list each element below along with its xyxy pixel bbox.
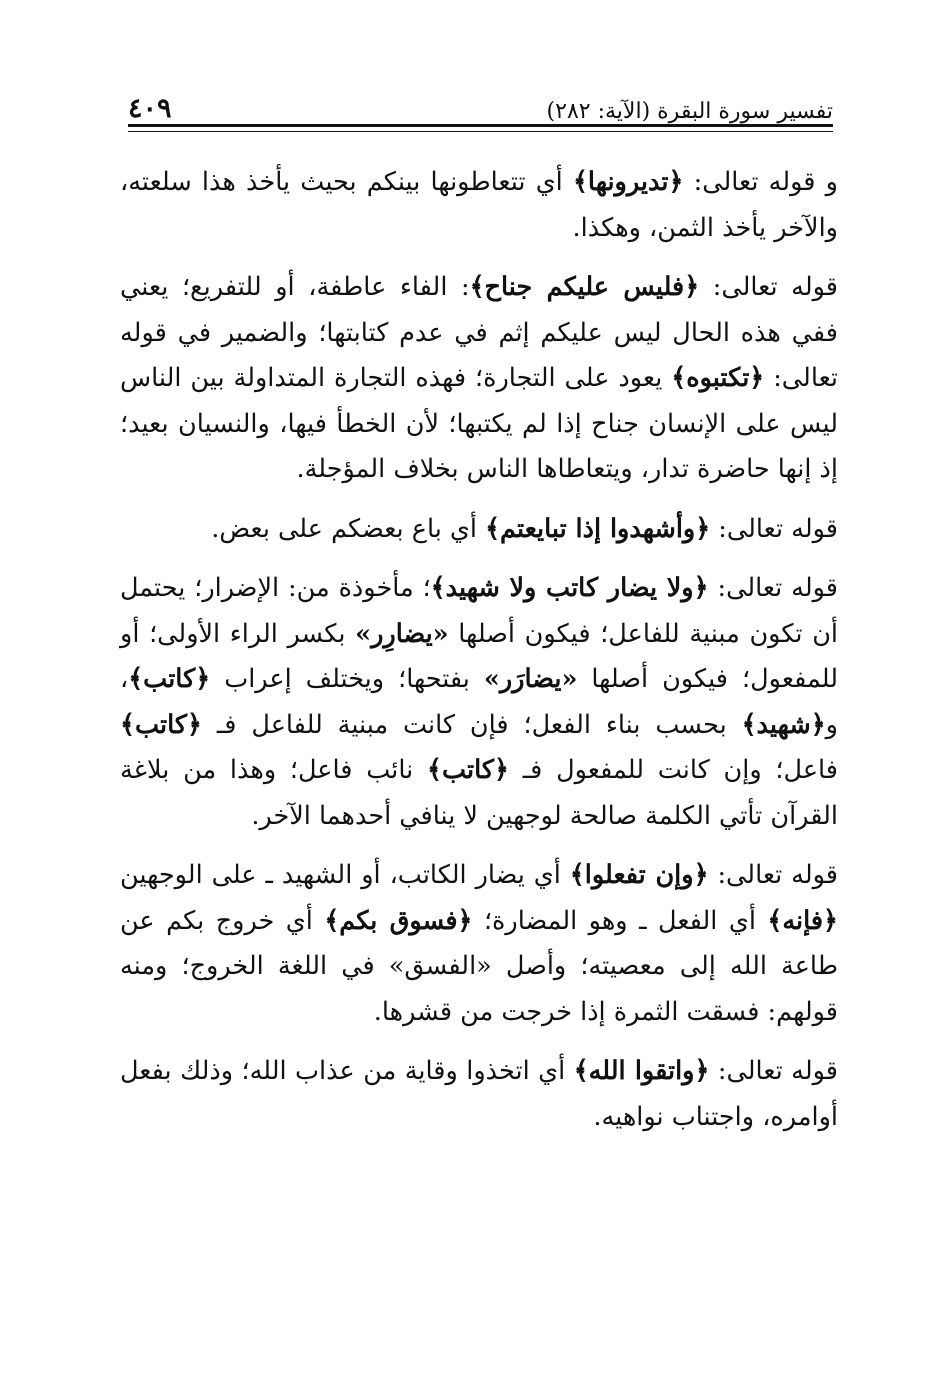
- paragraph: [120, 160, 838, 251]
- quoted-term: ﴿شهيد﴾: [741, 709, 826, 740]
- quoted-term: ﴿وأشهدوا إذا تبايعتم﴾: [485, 513, 711, 544]
- text-run: قوله تعالى:: [699, 272, 838, 302]
- quoted-term: ﴿تكتبوه﴾: [671, 363, 765, 393]
- quoted-term: ﴿كاتب﴾: [120, 709, 202, 740]
- text-run: أي باع بعضكم على بعض.: [211, 513, 486, 544]
- quoted-term: ﴿فإنه﴾: [767, 905, 838, 936]
- text-run: بحسب بناء الفعل؛ فإن كانت مبنية للفاعل فـ: [201, 709, 742, 740]
- paragraph: [120, 507, 838, 553]
- text-run: بكسر الراء الأولى؛ أو للمفعول؛ فيكون أصلها: [120, 618, 838, 694]
- text-run: و قوله تعالى:: [683, 167, 838, 197]
- text-run: قوله تعالى:: [708, 573, 838, 603]
- text-run: ؛ مأخوذة من: الإضرار؛ يحتمل أن تكون مبنية للفاعل؛ فيكون أصلها: [120, 573, 839, 649]
- quoted-term: ﴿تديرونها﴾: [572, 167, 684, 197]
- text-run: بفتحها؛ ويختلف إعراب: [210, 664, 484, 694]
- text-run: قوله تعالى:: [709, 1056, 838, 1086]
- text-run: قوله تعالى:: [710, 513, 838, 544]
- text-run: يعود على التجارة؛ فهذه التجارة المتداولة بين الناس ليس على الإنسان جناح إذا لم يكتبها؛ لأن الخطأ فيها، والنسيان بعيد؛ إذ إنها حاضرة تدار، ويتعاطاها الناس بخلاف المؤجلة.: [120, 363, 838, 484]
- paragraph: [120, 1049, 838, 1140]
- text-run: : الفاء عاطفة، أو للتفريع؛ يعني ففي هذه الحال ليس عليكم إثم في عدم كتابتها؛ والضمير في قوله تعالى:: [120, 272, 838, 393]
- text-run: ، و: [120, 664, 838, 740]
- quoted-term: ﴿ولا يضار كاتب ولا شهيد﴾: [430, 573, 709, 603]
- text-run: أي يضار الكاتب، أو الشهيد ـ على الوجهين: [120, 860, 570, 890]
- paragraph: [120, 566, 838, 839]
- text-run: أي تتعاطونها بينكم بحيث يأخذ هذا سلعته، والآخر يأخذ الثمن، وهكذا.: [120, 167, 838, 243]
- page-header: [128, 84, 833, 124]
- header-rule-thin: [128, 131, 833, 132]
- page-number: ٤٠٩: [128, 93, 172, 124]
- text-run: أي الفعل ـ وهو المضارة؛: [472, 905, 768, 936]
- quoted-term: ﴿واتقوا الله﴾: [573, 1056, 710, 1086]
- quoted-term: ﴿كاتب﴾: [128, 664, 211, 694]
- text-run: قوله تعالى:: [708, 860, 838, 890]
- page-body: [120, 160, 838, 1154]
- text-run: أي اتخذوا وقاية من عذاب الله؛ وذلك بفعل أوامره، واجتناب نواهيه.: [120, 1056, 838, 1132]
- quoted-term: ﴿فليس عليكم جناح﴾: [469, 272, 700, 302]
- quoted-term: ﴿كاتب﴾: [427, 755, 509, 785]
- quoted-term: «يضارِر»: [355, 618, 449, 649]
- quoted-term: «يضارَر»: [483, 664, 578, 694]
- paragraph: [120, 853, 838, 1035]
- paragraph: [120, 265, 838, 493]
- quoted-term: ﴿فسوق بكم﴾: [324, 905, 473, 936]
- text-run: فاعل؛ وإن كانت للمفعول فـ: [508, 755, 838, 785]
- quoted-term: ﴿وإن تفعلوا﴾: [569, 860, 709, 890]
- text-run: نائب فاعل؛ وهذا من بلاغة القرآن تأتي الكلمة صالحة لوجهين لا ينافي أحدهما الآخر.: [120, 755, 838, 831]
- header-rule-thick: [128, 124, 833, 127]
- running-title: تفسير سورة البقرة (الآية: ٢٨٢): [546, 99, 833, 124]
- text-run: أي خروج بكم عن طاعة الله إلى معصيته؛ وأصل «الفسق» في اللغة الخروج؛ ومنه قولهم: فسقت الثمرة إذا خرجت من قشرها.: [120, 905, 838, 1027]
